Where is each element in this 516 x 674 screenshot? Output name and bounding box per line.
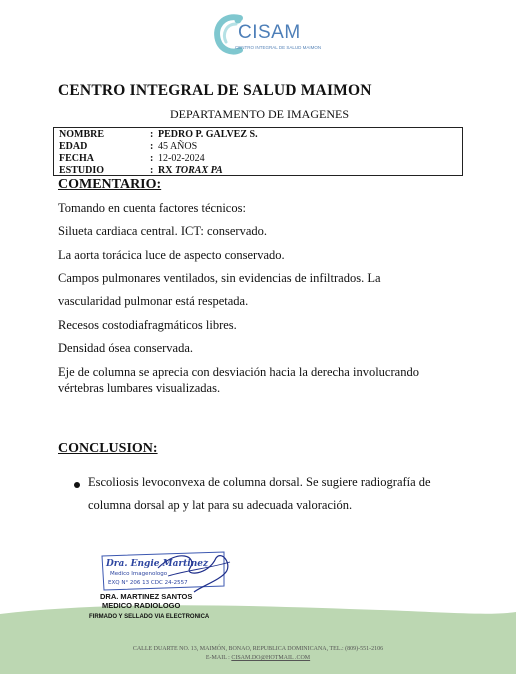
separator: : — [150, 129, 154, 140]
cisam-logo — [210, 12, 330, 58]
comentario-line: Tomando en cuenta factores técnicos: — [58, 201, 246, 215]
comentario-line: La aorta torácica luce de aspecto conservado. — [58, 248, 285, 262]
comentario-line: Eje de columna se aprecia con desviación hacia la derecha involucrando — [58, 365, 419, 379]
footer-email-line — [0, 655, 516, 661]
comentario-heading: COMENTARIO: — [58, 177, 162, 192]
comentario-line: Densidad ósea conservada. — [58, 341, 194, 355]
signatory-block — [100, 592, 192, 610]
electronic-signature-note: FIRMADO Y SELLADO VIA ELECTRONICA — [89, 614, 210, 620]
svg-text:Dra. Engie Martinez: Dra. Engie Martinez — [106, 559, 209, 569]
comentario-line: Recesos costodiafragmáticos libres. — [58, 318, 237, 332]
patient-label: ESTUDIO — [59, 165, 105, 176]
email-link[interactable]: CISAM.DO@HOTMAIL .COM — [231, 655, 311, 661]
signatory-name: DRA. MARTINEZ SANTOS — [100, 592, 193, 601]
comentario-line: vascularidad pulmonar está respetada. — [58, 294, 249, 308]
patient-value: 12-02-2024 — [158, 153, 205, 164]
footer-wave — [0, 604, 516, 674]
patient-label: EDAD — [59, 141, 88, 152]
study-type: TORAX PA — [174, 165, 223, 176]
comentario-line: Silueta cardiaca central. ICT: conservado. — [58, 224, 268, 238]
separator: : — [150, 165, 154, 176]
patient-label: FECHA — [59, 153, 94, 164]
patient-value: 45 AÑOS — [158, 141, 198, 152]
patient-value — [158, 165, 223, 177]
footer-address: CALLE DUARTE NO. 13, MAIMÓN, BONAO, REPUBLICA DOMINICANA, TEL.: (809)-551-2106 — [132, 646, 384, 652]
clinic-name: CENTRO INTEGRAL DE SALUD MAIMON — [58, 82, 372, 99]
patient-value: PEDRO P. GALVEZ S. — [158, 129, 258, 140]
separator: : — [150, 153, 154, 164]
separator: : — [150, 141, 154, 152]
conclusion-line: Escoliosis levoconvexa de columna dorsal. Se sugiere radiografía de — [88, 475, 431, 489]
department-name: DEPARTAMENTO DE IMAGENES — [170, 107, 349, 121]
email-label: E-MAIL : — [205, 655, 230, 661]
svg-text:Medico Imagenologo: Medico Imagenologo — [110, 571, 168, 577]
patient-label: NOMBRE — [59, 129, 104, 140]
study-prefix: RX — [158, 165, 173, 176]
conclusion-heading: CONCLUSION: — [58, 441, 158, 456]
conclusion-line: columna dorsal ap y lat para su adecuada valoración. — [88, 498, 353, 512]
bullet-icon — [74, 482, 80, 488]
comentario-line: vértebras lumbares visualizadas. — [58, 381, 221, 395]
comentario-line: Campos pulmonares ventilados, sin evidencias de infiltrados. La — [58, 271, 381, 285]
logo-subtext: CENTRO INTEGRAL DE SALUD MAIMON — [235, 45, 322, 50]
svg-text:EXQ N° 206 13 CDC 24-2557: EXQ N° 206 13 CDC 24-2557 — [108, 580, 188, 586]
logo-text: CISAM — [238, 22, 301, 43]
patient-info-box — [53, 127, 463, 176]
signatory-title: MEDICO RADIOLOGO — [102, 601, 181, 610]
signature-stamp — [98, 546, 238, 598]
